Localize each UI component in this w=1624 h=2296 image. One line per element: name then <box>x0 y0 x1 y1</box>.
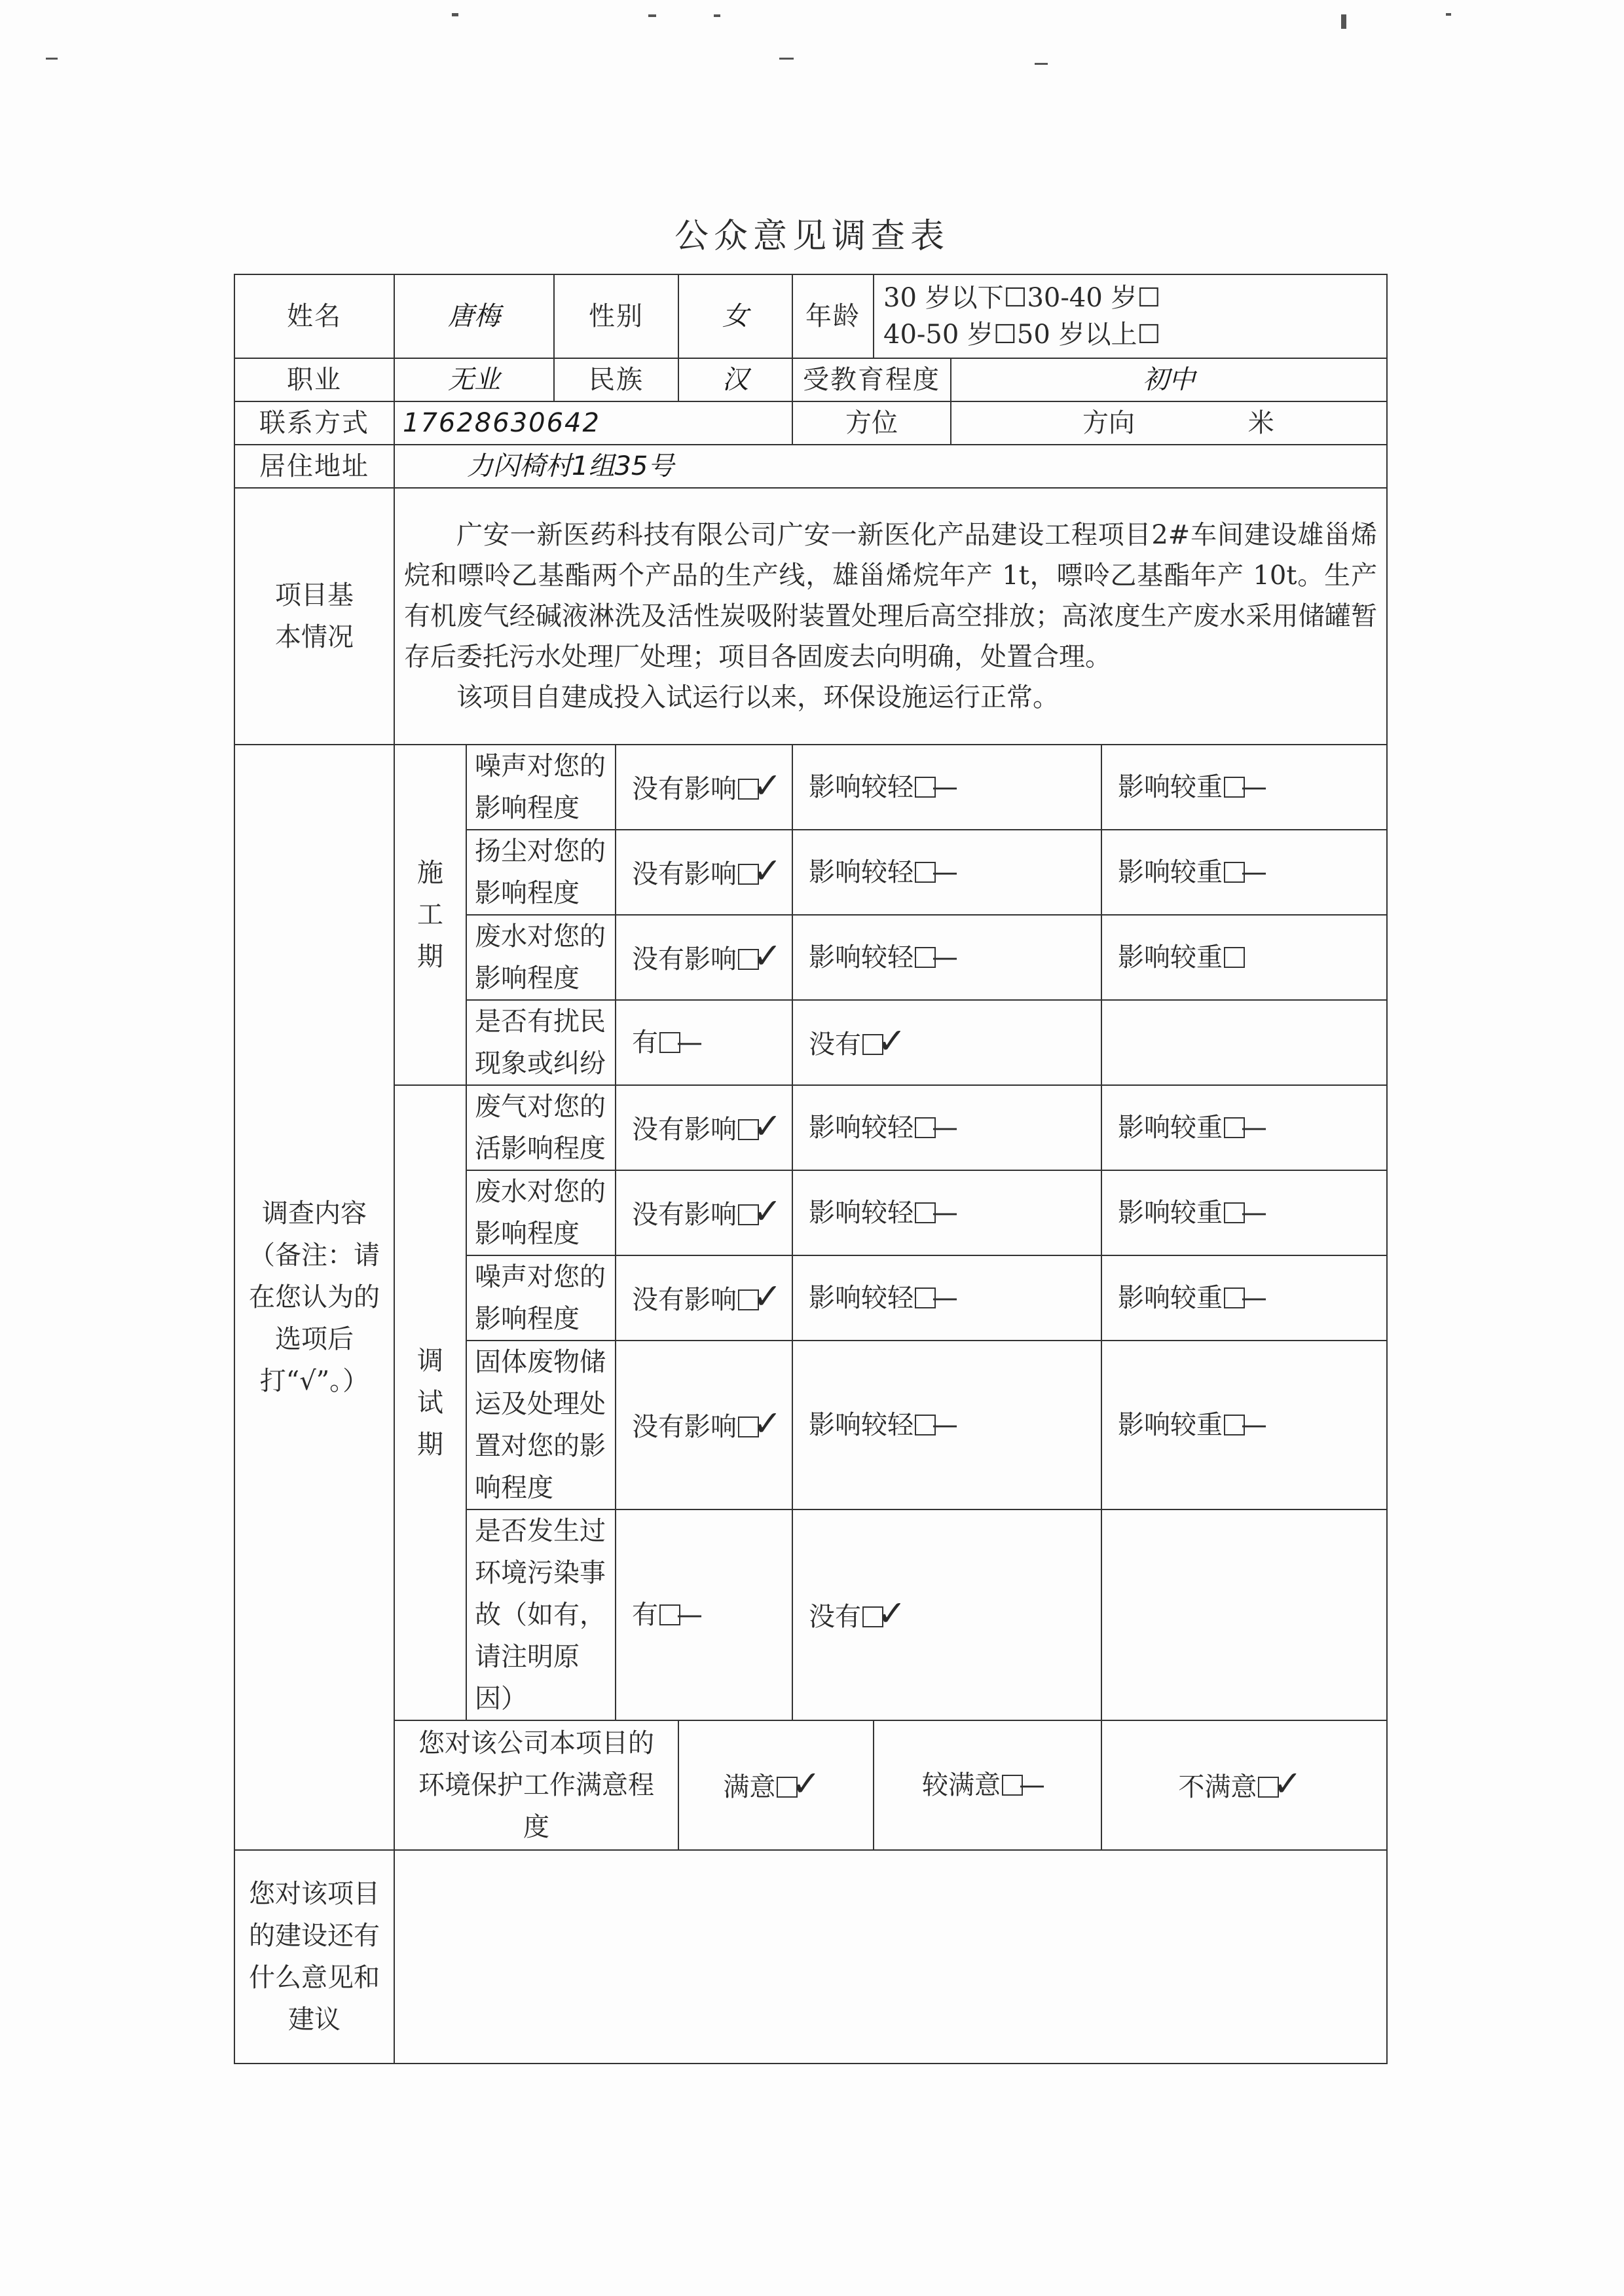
option-label: 没有影响 <box>632 1114 737 1145</box>
option-cell <box>1101 1085 1387 1170</box>
construction-period-text: 施工期 <box>417 858 443 972</box>
scan-speck <box>714 14 720 17</box>
gender-label: 性别 <box>554 274 678 358</box>
checkbox-icon[interactable] <box>659 1032 680 1053</box>
scan-speck <box>648 14 656 17</box>
option-cell <box>874 1720 1101 1850</box>
option-label: 影响较轻 <box>809 772 914 802</box>
option-label: 影响较重 <box>1118 1283 1223 1313</box>
occupation-label: 职业 <box>234 358 394 401</box>
option-cell <box>792 1341 1101 1509</box>
cross-mark: — <box>676 1028 703 1058</box>
checkbox-icon[interactable] <box>1224 862 1245 883</box>
suggestions-field[interactable] <box>394 1850 1387 2064</box>
checkbox-icon[interactable] <box>777 1777 798 1798</box>
checkbox-icon[interactable] <box>738 1416 759 1437</box>
option-label: 没有影响 <box>632 1411 737 1442</box>
cross-mark: — <box>1241 772 1268 802</box>
cross-mark: — <box>676 1600 703 1630</box>
option-cell <box>616 1170 792 1255</box>
option-label: 有 <box>632 1028 659 1058</box>
option-label: 影响较重 <box>1118 942 1223 972</box>
scan-speck <box>1446 13 1451 16</box>
checkbox-icon[interactable] <box>862 1034 883 1055</box>
cross-mark: — <box>1241 857 1268 887</box>
option-label: 影响较轻 <box>809 1113 914 1143</box>
option-label: 没有 <box>809 1601 862 1632</box>
meters-unit: 米 <box>1247 408 1274 438</box>
suggestions-row <box>234 1850 1387 2064</box>
option-cell <box>1101 1255 1387 1341</box>
direction-label: 方位 <box>792 401 951 445</box>
direction-unit: 方向 <box>1082 408 1135 438</box>
address-value: 力闪椅村1组35号 <box>394 445 1387 488</box>
option-label: 有 <box>632 1600 659 1630</box>
check-mark: ✓ <box>752 764 783 806</box>
construction-row <box>234 745 1387 830</box>
checkbox-icon[interactable] <box>915 862 936 883</box>
question: 废水对您的影响程度 <box>466 915 616 1000</box>
question: 固体废物储运及处理处置对您的影响程度 <box>466 1341 616 1509</box>
row-contact <box>234 401 1387 445</box>
checkbox-icon[interactable] <box>915 1117 936 1138</box>
checkbox-icon[interactable] <box>915 1202 936 1223</box>
option-cell <box>1101 1170 1387 1255</box>
question: 噪声对您的影响程度 <box>466 745 616 830</box>
option-cell <box>616 1509 792 1720</box>
cross-mark: — <box>1241 1113 1268 1143</box>
satisfaction-question: 您对该公司本项目的环境保护工作满意程度 <box>394 1720 678 1850</box>
ethnicity-value: 汉 <box>678 358 792 401</box>
option-label: 影响较重 <box>1118 1410 1223 1440</box>
project-info-text <box>394 488 1387 745</box>
option-label: 影响较重 <box>1118 857 1223 887</box>
project-description: 广安一新医药科技有限公司广安一新医化产品建设工程项目2#车间建设雄甾烯烷和嘌呤乙基酯两个产品的生产线，雄甾烯烷年产 1t，嘌呤乙基酯年产 10t。生产有机废气经碱液淋洗及活性炭吸附装置处理后高空排放；高浓度生产废水采用储罐暂存后委托污水处理厂处理；项目各固废去向明确，处置合理。 <box>404 520 1378 672</box>
checkbox-icon[interactable] <box>738 864 759 885</box>
option-label: 没有 <box>809 1029 862 1060</box>
checkbox-icon[interactable] <box>738 949 759 970</box>
option-cell <box>792 745 1101 830</box>
option-label: 没有影响 <box>632 859 737 889</box>
cross-mark: — <box>932 1410 959 1440</box>
cross-mark: — <box>1241 1410 1268 1440</box>
check-mark: ✓ <box>1272 1762 1302 1804</box>
project-info-label: 项目基本情况 <box>234 488 394 745</box>
row-name <box>234 274 1387 358</box>
check-mark: ✓ <box>752 1275 783 1317</box>
option-cell <box>1101 1341 1387 1509</box>
question: 扬尘对您的影响程度 <box>466 830 616 915</box>
option-cell <box>1101 745 1387 830</box>
option-cell <box>792 1000 1101 1085</box>
option-label: 没有影响 <box>632 773 737 804</box>
option-cell <box>792 1509 1101 1720</box>
checkbox-icon[interactable] <box>862 1606 883 1627</box>
checkbox-icon[interactable] <box>915 947 936 968</box>
cross-mark: — <box>1019 1770 1046 1800</box>
option-cell <box>792 1170 1101 1255</box>
option-cell <box>616 830 792 915</box>
option-label: 没有影响 <box>632 1284 737 1315</box>
option-label: 影响较轻 <box>809 857 914 887</box>
scan-speck <box>452 13 458 16</box>
trial-period-label <box>394 1085 466 1720</box>
option-cell <box>792 830 1101 915</box>
question: 废气对您的活影响程度 <box>466 1085 616 1170</box>
contact-label: 联系方式 <box>234 401 394 445</box>
age-options-line-1: 30 岁以下☐30-40 岁☐ <box>883 283 1161 313</box>
check-mark: ✓ <box>752 849 783 891</box>
age-options <box>874 274 1387 358</box>
ethnicity-label: 民族 <box>554 358 678 401</box>
option-label: 影响较重 <box>1118 1113 1223 1143</box>
check-mark: ✓ <box>752 935 783 976</box>
gender-value: 女 <box>678 274 792 358</box>
option-cell <box>616 915 792 1000</box>
checkbox-icon[interactable] <box>1258 1777 1279 1798</box>
option-label: 较满意 <box>922 1770 1001 1800</box>
page-title: 公众意见调查表 <box>674 217 950 256</box>
scan-speck <box>46 58 58 60</box>
option-cell <box>616 1255 792 1341</box>
cross-mark: — <box>1241 1283 1268 1313</box>
row-project-info <box>234 488 1387 745</box>
trial-period-text: 调试期 <box>417 1346 443 1460</box>
name-label: 姓名 <box>234 274 394 358</box>
project-status: 该项目自建成投入试运行以来，环保设施运行正常。 <box>456 682 1059 713</box>
occupation-value: 无业 <box>394 358 554 401</box>
option-label: 影响较轻 <box>809 1410 914 1440</box>
option-label: 没有影响 <box>632 944 737 974</box>
scan-speck <box>1341 14 1346 29</box>
option-cell <box>1101 830 1387 915</box>
construction-period-label <box>394 745 466 1085</box>
cross-mark: — <box>932 1198 959 1228</box>
option-cell <box>616 1000 792 1085</box>
option-label: 满意 <box>723 1771 776 1802</box>
empty-cell <box>1101 1000 1387 1085</box>
scan-speck <box>779 58 794 60</box>
checkbox-icon[interactable] <box>915 1415 936 1435</box>
cross-mark: — <box>932 1283 959 1313</box>
survey-form <box>234 274 1388 2064</box>
checkbox-icon[interactable] <box>659 1604 680 1625</box>
row-address <box>234 445 1387 488</box>
checkbox-icon[interactable] <box>915 1287 936 1308</box>
check-mark: ✓ <box>791 1762 821 1804</box>
cross-mark: — <box>932 942 959 972</box>
name-value: 唐梅 <box>394 274 554 358</box>
option-cell <box>678 1720 874 1850</box>
survey-content-label: 调查内容（备注：请在您认为的选项后打“√”。） <box>234 745 394 1850</box>
address-label: 居住地址 <box>234 445 394 488</box>
option-label: 没有影响 <box>632 1199 737 1230</box>
education-value: 初中 <box>951 358 1387 401</box>
question: 是否发生过环境污染事故（如有，请注明原因） <box>466 1509 616 1720</box>
checkbox-icon[interactable] <box>1224 1287 1245 1308</box>
option-cell <box>792 1085 1101 1170</box>
checkbox-icon[interactable] <box>1224 1202 1245 1223</box>
option-label: 影响较重 <box>1118 1198 1223 1228</box>
checkbox-icon[interactable] <box>915 777 936 798</box>
checkbox-icon[interactable] <box>738 1119 759 1140</box>
age-options-line-2: 40-50 岁☐50 岁以上☐ <box>883 320 1161 350</box>
option-label: 影响较轻 <box>809 942 914 972</box>
question: 废水对您的影响程度 <box>466 1170 616 1255</box>
option-cell <box>616 1341 792 1509</box>
scan-speck <box>1035 63 1048 65</box>
phone-value: 17628630642 <box>394 401 792 445</box>
question: 噪声对您的影响程度 <box>466 1255 616 1341</box>
trial-row <box>234 1085 1387 1170</box>
age-label: 年龄 <box>792 274 874 358</box>
option-cell <box>616 1085 792 1170</box>
cross-mark: — <box>932 772 959 802</box>
cross-mark: — <box>932 857 959 887</box>
check-mark: ✓ <box>752 1190 783 1232</box>
satisfaction-row <box>234 1720 1387 1850</box>
check-mark: ✓ <box>877 1020 907 1062</box>
checkbox-icon[interactable] <box>1224 947 1245 968</box>
checkbox-icon[interactable] <box>738 1204 759 1225</box>
row-occupation <box>234 358 1387 401</box>
empty-cell <box>1101 1509 1387 1720</box>
check-mark: ✓ <box>877 1592 907 1634</box>
option-cell <box>1101 915 1387 1000</box>
option-label: 影响较轻 <box>809 1198 914 1228</box>
checkbox-icon[interactable] <box>1224 777 1245 798</box>
option-label: 影响较重 <box>1118 772 1223 802</box>
suggestions-label: 您对该项目的建设还有什么意见和建议 <box>234 1850 394 2064</box>
option-label: 不满意 <box>1178 1771 1257 1802</box>
checkbox-icon[interactable] <box>1002 1775 1023 1796</box>
question: 是否有扰民现象或纠纷 <box>466 1000 616 1085</box>
cross-mark: — <box>932 1113 959 1143</box>
option-cell <box>792 1255 1101 1341</box>
checkbox-icon[interactable] <box>738 779 759 800</box>
checkbox-icon[interactable] <box>1224 1415 1245 1435</box>
check-mark: ✓ <box>752 1105 783 1147</box>
cross-mark: — <box>1241 1198 1268 1228</box>
checkbox-icon[interactable] <box>1224 1117 1245 1138</box>
checkbox-icon[interactable] <box>738 1289 759 1310</box>
check-mark: ✓ <box>752 1402 783 1444</box>
option-cell <box>792 915 1101 1000</box>
option-cell <box>1101 1720 1387 1850</box>
option-label: 影响较轻 <box>809 1283 914 1313</box>
direction-field <box>951 401 1387 445</box>
option-cell <box>616 745 792 830</box>
education-label: 受教育程度 <box>792 358 951 401</box>
